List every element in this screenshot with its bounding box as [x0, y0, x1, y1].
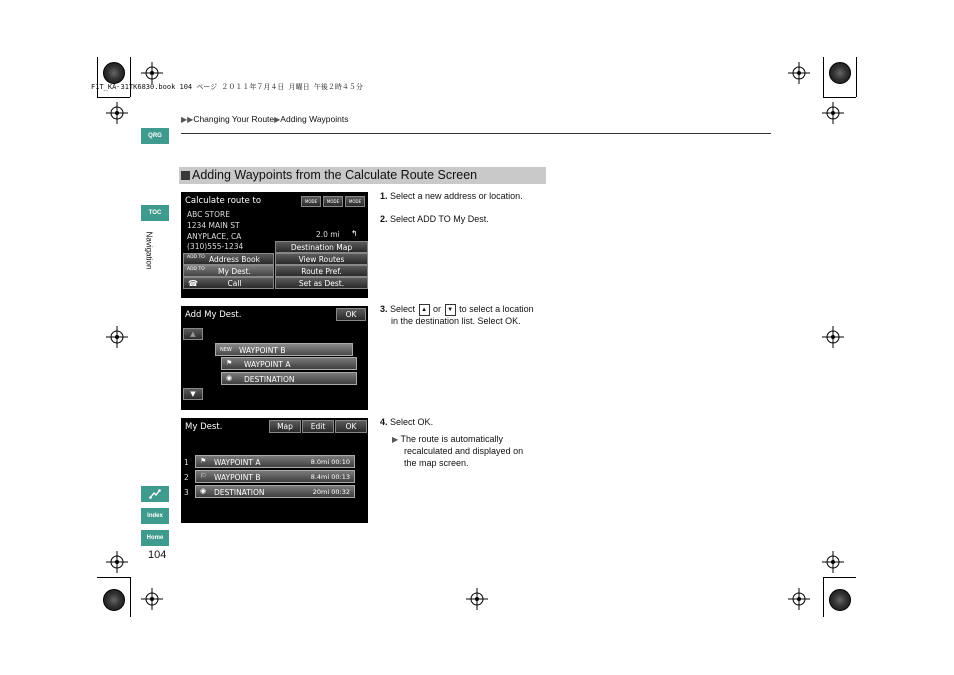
- new-badge: NEW: [220, 347, 232, 353]
- chevron-right-icon: ▶▶: [181, 115, 194, 124]
- scroll-up-button[interactable]: [183, 328, 203, 340]
- add-to-my-dest-button[interactable]: ADD TO My Dest.: [183, 265, 274, 277]
- up-arrow-icon: ▲: [190, 330, 196, 338]
- print-header: F1T_KA-31TK6830.book 104 ページ ２０１１年７月４日 月曜日 午後２時４５分: [91, 83, 363, 91]
- dest-row-waypoint-b[interactable]: ⚐ WAYPOINT B 8.4mi 00:13: [195, 470, 355, 483]
- add-to-icon: ADD TO: [187, 255, 205, 260]
- mode-button-2[interactable]: MODE: [323, 196, 343, 207]
- breadcrumb: [181, 114, 349, 124]
- down-key-icon: ▼: [445, 304, 456, 316]
- screenshot-calculate-route: [181, 192, 368, 298]
- add-to-icon: ADD TO: [187, 267, 205, 272]
- step-2: 2. Select ADD TO My Dest.: [380, 214, 489, 224]
- call-button[interactable]: ☎ Call: [183, 277, 274, 289]
- registration-disc-top-left: [103, 62, 125, 84]
- crosshair-icon: [106, 551, 128, 573]
- list-item-destination[interactable]: ◉ DESTINATION: [221, 372, 357, 385]
- row-number-3: 3: [184, 488, 189, 497]
- list-item-waypoint-b[interactable]: NEW WAYPOINT B: [215, 343, 353, 356]
- section-heading: Adding Waypoints from the Calculate Route Screen: [179, 167, 546, 184]
- row-number-2: 2: [184, 473, 189, 482]
- crosshair-icon: [822, 551, 844, 573]
- step-1: 1. Select a new address or location.: [380, 191, 523, 201]
- crosshair-icon: [141, 62, 163, 84]
- flag-icon: ⚑: [226, 359, 233, 367]
- address-line-4: (310)555-1234: [187, 242, 244, 251]
- registration-disc-top-right: [829, 62, 851, 84]
- route-icon-button[interactable]: [141, 486, 169, 502]
- header-rule: [181, 133, 771, 134]
- flag-icon: ⚑: [200, 457, 207, 465]
- index-button[interactable]: Index: [141, 508, 169, 524]
- screenshot-add-my-dest: [181, 306, 368, 410]
- ok-button[interactable]: OK: [336, 308, 366, 321]
- edit-button[interactable]: Edit: [302, 420, 334, 433]
- step-3-line-2: in the destination list. Select OK.: [391, 316, 521, 326]
- destination-map-button[interactable]: Destination Map: [275, 241, 368, 253]
- qrg-button[interactable]: QRG: [141, 128, 169, 144]
- address-line-1: ABC STORE: [187, 210, 230, 219]
- step-4-note-line-3: the map screen.: [404, 458, 469, 468]
- breadcrumb-item-adding-waypoints[interactable]: Adding Waypoints: [280, 114, 349, 124]
- address-line-2: 1234 MAIN ST: [187, 221, 240, 230]
- step-4: 4. Select OK.: [380, 417, 434, 427]
- section-tab-navigation: Navigation: [144, 231, 154, 270]
- chevron-right-icon: ▶: [274, 115, 281, 124]
- note-arrow-icon: ▶: [392, 435, 399, 444]
- crosshair-icon: [466, 588, 488, 610]
- step-4-note-line-2: recalculated and displayed on: [404, 446, 524, 456]
- registration-disc-bottom-left: [103, 589, 125, 611]
- route-pref-button[interactable]: Route Pref.: [275, 265, 368, 277]
- page-number: 104: [148, 549, 167, 561]
- screenshot-my-dest: [181, 418, 368, 523]
- flag-icon: ⚐: [200, 472, 207, 480]
- up-key-icon: ▲: [419, 304, 430, 316]
- list-item-waypoint-a[interactable]: ⚑ WAYPOINT A: [221, 357, 357, 370]
- step-3: 3. Select ▲ or ▼ to select a location: [380, 304, 534, 314]
- crosshair-icon: [788, 62, 810, 84]
- crosshair-icon: [141, 588, 163, 610]
- scroll-down-button[interactable]: [183, 388, 203, 400]
- ok-button[interactable]: OK: [335, 420, 367, 433]
- route-arrow-icon: ↰: [351, 229, 358, 238]
- screen-title: Add My Dest.: [185, 310, 242, 320]
- crosshair-icon: [788, 588, 810, 610]
- add-to-address-book-button[interactable]: ADD TO Address Book: [183, 253, 274, 265]
- row-number-1: 1: [184, 458, 189, 467]
- mode-button-1[interactable]: MODE: [301, 196, 321, 207]
- destination-icon: ◉: [226, 374, 233, 382]
- view-routes-button[interactable]: View Routes: [275, 253, 368, 265]
- route-icon: [149, 489, 161, 499]
- map-button[interactable]: Map: [269, 420, 301, 433]
- phone-icon: ☎: [188, 279, 198, 288]
- address-line-3: ANYPLACE, CA: [187, 232, 242, 241]
- step-4-note: ▶ The route is automatically: [392, 434, 504, 444]
- bullet-square-icon: [181, 171, 190, 180]
- toc-button[interactable]: TOC: [141, 205, 169, 221]
- crosshair-icon: [106, 326, 128, 348]
- set-as-dest-button[interactable]: Set as Dest.: [275, 277, 368, 289]
- mode-button-3[interactable]: MODE: [345, 196, 365, 207]
- distance-readout: 2.0 mi: [316, 230, 340, 239]
- dest-row-destination[interactable]: ◉ DESTINATION 20mi 00:32: [195, 485, 355, 498]
- screen-title: Calculate route to: [185, 196, 262, 206]
- crosshair-icon: [822, 326, 844, 348]
- breadcrumb-item-changing-route[interactable]: Changing Your Route: [193, 114, 275, 124]
- crosshair-icon: [106, 102, 128, 124]
- dest-row-waypoint-a[interactable]: ⚑ WAYPOINT A 8.0mi 00:10: [195, 455, 355, 468]
- down-arrow-icon: ▼: [190, 390, 196, 398]
- screen-title: My Dest.: [185, 422, 223, 432]
- crosshair-icon: [822, 102, 844, 124]
- registration-disc-bottom-right: [829, 589, 851, 611]
- home-button[interactable]: Home: [141, 530, 169, 546]
- destination-icon: ◉: [200, 487, 207, 495]
